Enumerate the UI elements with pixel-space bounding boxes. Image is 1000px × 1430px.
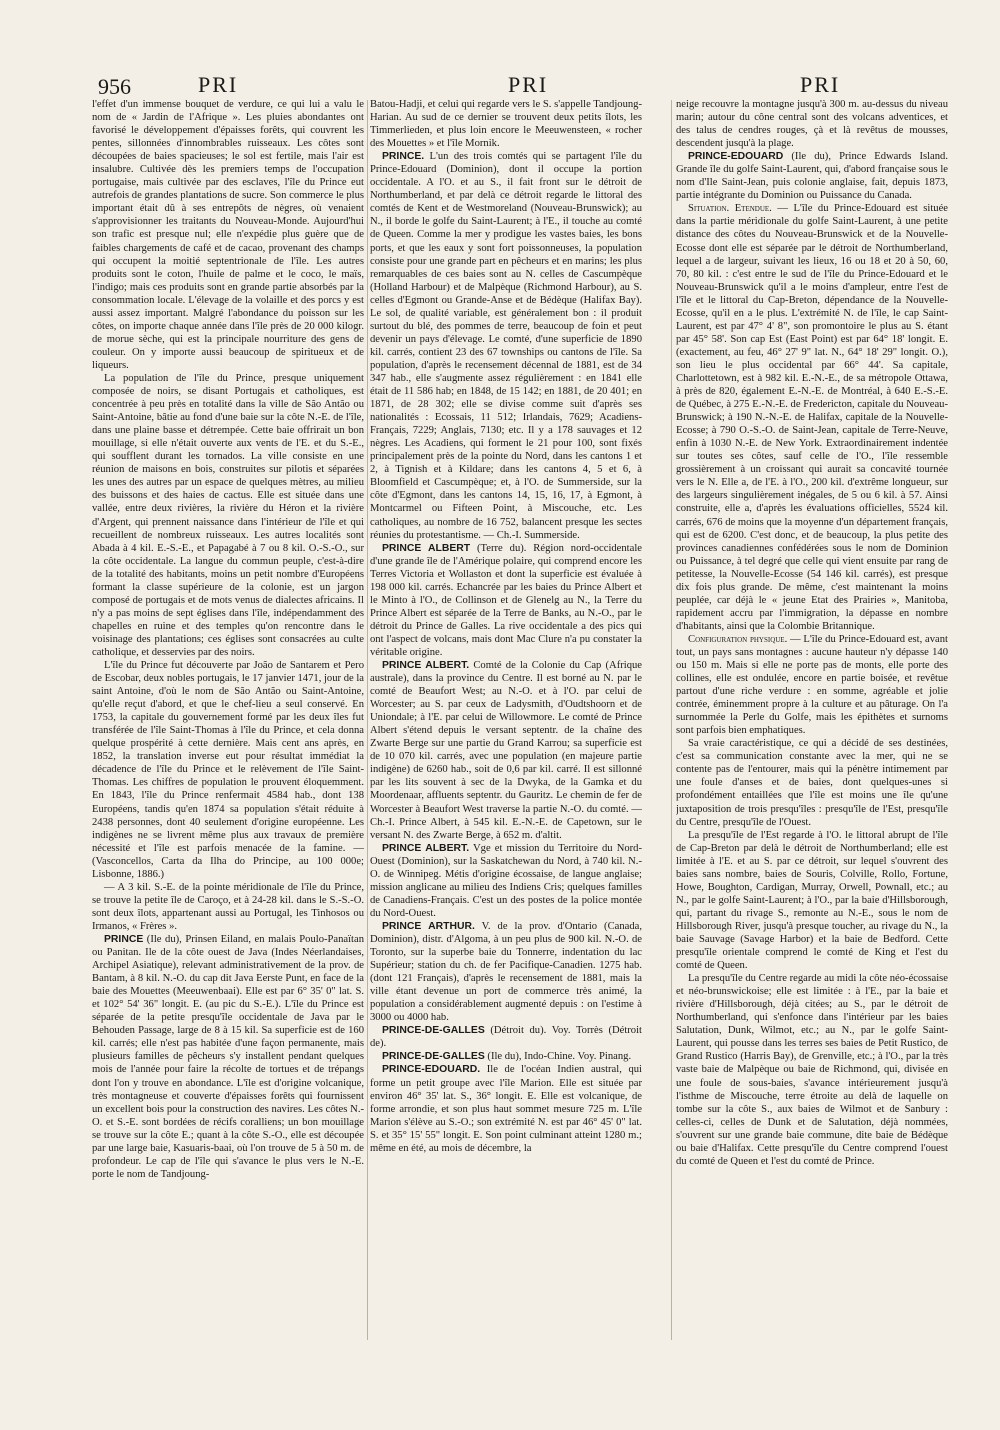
column-right xyxy=(676,98,948,1348)
entry-text: Comté de la Colonie du Cap (Afrique australe), dans la province du Centre. Il est borné au N. par le comté de Beaufort West; au N.-O. et à l'O. par celui de Worcester; au S. par ceux de Ladysmith, d'Oudtshoorn et de Uniondale; à l'E. par celui de Willowmore. Le comté de Prince Albert s'étend depuis le versant septentr. de la chaîne des Zwarte Berge sur une partie du Grand Karrou; sa superficie est de 10 070 kil. carrés, avec une population (en majeure partie indigène) de 6260 hab., soit de 0,6 par kil. carré. Il est sillonné par les lits souvent à sec de la Dwyka, de la Gamka et du Moordenaar, affluents septentr. du Gauritz. Le chemin de fer de Worcester à Beaufort West traverse la partie N.-O. du comté. — Ch.-I. Prince Albert, à 545 kil. E.-N.-E. de Capetown, sur le versant N. des Zwarte Berge, à 652 m. d'altit. xyxy=(370,660,642,841)
entry-headword: PRINCE xyxy=(104,934,144,945)
paragraph: L'île du Prince fut découverte par João de Santarem et Pero de Escobar, deux nobles portugais, le 17 janvier 1471, jour de la saint Antoine, d'où le nom de São Antão ou Saint-Antoine, qu'elle reçut d'abord, et que le chef-lieu a seul conservé. En 1753, la capitale du gouvernement formé par les deux îles fut transférée de l'île Saint-Thomas à l'île du Prince, et cela donna quelque prospérité à cette dernière. Mais cent ans après, en 1852, la translation inverse eut pour résultat immédiat la décadence de l'île du Prince et le relèvement de l'île Saint-Thomas. Les chiffres de population le prouvent éloquemment. En 1843, l'île du Prince renfermait 4584 hab., dont 138 Européens, tandis qu'en 1874 sa population s'était réduite à 2438 personnes, dont 40 seulement d'origine européenne. Les indigènes ne se livrent même plus aux travaux de première nécessité et l'île est parfois menacée de la famine. — (Vasconcellos, Carta da Ilha do Principe, au 100 000e; Lisbonne, 1886.) xyxy=(92,660,364,880)
entry-headword: PRINCE ARTHUR. xyxy=(382,920,475,932)
section-lead: Situation. Etendue. xyxy=(688,203,772,215)
entry-text: (Ile du), Prince Edwards Island. Grande île du golfe Saint-Laurent, qui, d'abord française sous le nom d'Ile Saint-Jean, puis colonie anglaise, fait, depuis 1873, partie intégrante du Dominion ou Puissance du Canada. xyxy=(676,151,948,202)
entry-prince-edouard-ocean-indien xyxy=(370,1063,642,1154)
entry-text: (Ile du), Prinsen Eiland, en malais Poulo-Panaïtan ou Panitan. Ile de la côte ouest de Java (Indes Néerlandaises, Archipel Asiatique), relevant administrativement de la prov. de Bantam, à 8 kil. N.-O. du cap dit Java Eerste Punt, en face de la baie des Mouettes (Meeuwenbaai). Elle est par 6° 35' 0" lat. S. et 102° 54' 36" longit. E. (au pic du S.-E.). L'île du Prince est séparée de la petite presqu'île occidentale de Java par le Behouden Passage, large de 8 à 15 kil. Sa superficie est de 160 kil. carrés; elle n'est pas habitée d'une façon permanente, mais plusieurs familles de pêcheurs s'y installent pendant quelques mois de l'année pour faire la récolte de tortues et de trépangs dont l'on y trouve en abondance. L'île est d'origine volcanique, très montagneuse et couverte d'épaisses forêts qui fournissent un excellent bois pour la construction des navires. Les côtes N.-O. et S.-E. sont bordées de récifs coralliens; un bon mouillage se trouve sur la côte E.; quant à la côte S.-O., elle est découpée par une large baie, Kasuaris-baai, où l'on trouve de 5 à 50 m. de profondeur. Le cap de l'île qui s'avance le plus vers le N.-E. porte le nom de Tandjoung- xyxy=(92,934,364,1180)
running-head-left: PRI xyxy=(198,72,239,97)
column-middle xyxy=(370,98,642,1348)
entry-prince-de-galles-detroit xyxy=(370,1024,642,1050)
entry-headword: PRINCE-EDOUARD. xyxy=(382,1064,481,1076)
entry-text: Vge et mission du Territoire du Nord-Ouest (Dominion), sur la Saskatchewan du Nord, à 740 kil. N.-O. de Winnipeg. Métis d'origine écossaise, de langue anglaise; mission anglicane au milieu des Indiens Cris; quelques familles de Canadiens-Français. C'est un des postes de la police montée du Nord-Ouest. xyxy=(370,842,642,919)
entry-text: V. de la prov. d'Ontario (Canada, Dominion), distr. d'Algoma, à un peu plus de 900 kil. N.-O. de Toronto, sur la superbe baie du Tonnerre, indentation du lac Supérieur; station du ch. de fer Pacifique-Canadien. 1275 hab. (dont 121 Français), d'après le recensement de 1881, mais la ville étant devenue un port de commerce très animé, la population a considérablement augmenté depuis : on l'estime à 3000 ou 4000 hab. xyxy=(370,920,642,1024)
entry-headword: PRINCE-DE-GALLES xyxy=(382,1051,485,1063)
entry-prince-edouard-ile xyxy=(676,150,948,202)
entry-text: (Terre du). Région nord-occidentale d'une grande île de l'Amérique polaire, qui comprend encore les Terres Victoria et Wollaston et dont la superficie est évaluée à 198 000 kil. carrés. Echancrée par les baies du Prince Albert et le Minto à l'O., de Collinson et de Glenelg au N., la Terre du Prince Albert est séparée de la Terre de Banks, au N.-O., par le détroit du Prince de Galles. La rive occidentale a des pics qui ont l'aspect de volcans, mais dont Mac Clure n'a pu constater la véritable origine. xyxy=(370,542,642,658)
paragraph: Batou-Hadji, et celui qui regarde vers le S. s'appelle Tandjoung-Harian. Au sud de ce dernier se trouvent deux petits îlots, les Timmerlieden, et plus loin encore le Meeuwensteen, « rocher des Mouettes » et l'île Mornik. xyxy=(370,99,642,150)
section-configuration xyxy=(676,633,948,737)
entry-prince-comte xyxy=(370,150,642,541)
paragraph: Sa vraie caractéristique, ce qui a décidé de ses destinées, c'est sa communication constante avec la mer, qui ne se contente pas de l'entourer, mais qui la pénètre intimement par une foule d'anses et de baies, dont quelques-unes si profondément entaillées que l'île est moins une île qu'une juxtaposition de trois presqu'îles : presqu'île de l'Est, presqu'île du Centre, presqu'île de l'Ouest. xyxy=(676,738,948,828)
entry-headword: PRINCE ALBERT. xyxy=(382,842,470,854)
running-head-right: PRI xyxy=(800,72,841,97)
section-lead: Configuration physique. xyxy=(688,633,788,645)
entry-prince-ile xyxy=(92,933,364,1181)
entry-headword: PRINCE-DE-GALLES xyxy=(382,1025,485,1037)
column-rule xyxy=(671,100,672,1340)
entry-text: (Détroit du). Voy. Torrès (Détroit de). xyxy=(370,1025,642,1050)
entry-prince-albert-terre xyxy=(370,542,642,659)
paragraph: — A 3 kil. S.-E. de la pointe méridionale de l'île du Prince, se trouve la petite île de Caroço, et à 24-28 kil. dans le S.-S.-O. sont deux îlots, appartenant aussi au Portugal, les Tinhosos ou Irmanos, « Frères ». xyxy=(92,881,364,932)
entry-prince-de-galles-ile xyxy=(370,1050,642,1063)
entry-headword: PRINCE. xyxy=(382,151,425,163)
entry-prince-albert-village xyxy=(370,842,642,920)
section-situation xyxy=(676,202,948,633)
entry-prince-albert-comte xyxy=(370,659,642,842)
column-left xyxy=(92,98,364,1348)
paragraph: La population de l'île du Prince, presque uniquement composée de noirs, se disant Portugais et catholiques, est concentrée à peu près en totalité dans la ville de São Antão ou Saint-Antoine, bâtie au fond d'une baie sur la côte N.-E. de l'île, dans une plaine basse et détrempée. Cette baie offrirait un bon mouillage, si elle n'était ouverte aux vents de l'E. et du S.-E., qui soufflent durant les tornados. La ville consiste en une réunion de maisons en bois, construites sur pilotis et séparées les unes des autres par un espace de quelques mètres, au milieu des buissons et des haies de cactus. Elle est située dans une vallée, entre deux rivières, la rivière du Héron et la rivière d'Argent, qui prennent naissance dans l'intérieur de l'île et qui recueillent de nombreux ruisseaux. Les autres localités sont Abada à 4 kil. E.-S.-E., et Papagabé à 7 ou 8 kil. O.-S.-O., sur la côte occidentale. La langue du commun peuple, c'est-à-dire de la totalité des habitants, moins un petit nombre d'Européens formant la classe supérieure de la colonie, est un jargon composé de portugais et de mots venus de dialectes africains. Il n'y a pas moins de sept églises dans l'île, indépendamment des chapelles en ruine et des temples qu'on rencontre dans le voisinage des plantations; ces églises sont consacrées au culte catholique, et desservies par des noirs. xyxy=(92,372,364,658)
paragraph: La presqu'île du Centre regarde au midi la côte néo-écossaise et néo-brunswickoise; elle est limitée : à l'E., par la baie et rivière d'Hillsborough, déjà citées; au S., par le détroit de Northumberland, qui s'enfonce dans l'intérieur par les baies Salutation, Dunk, Wilmot, etc.; au N., par le golfe Saint-Laurent, qui pousse dans les terres ses baies de Petit Rustico, de Grand Rustico (Harris Bay), de Grenville, etc.; à l'O., par la très vaste baie de Malpèque ou baie de Richmond, qui, divisée en une foule de sous-baies, s'avance intérieurement jusqu'à l'isthme de Miscouche, terre étroite au delà de laquelle on tombe sur la côte S., aux baies de Wilmot et de Sanbury : celles-ci, celles de Dunk et de Salutation, déjà nommées, s'ouvrent sur une grande baie commune, dite baie de Bédèque ou baie d'Halifax. Cette presqu'île du Centre comprend l'ouest du comté de Queen et l'est du comté de Prince. xyxy=(676,973,948,1167)
entry-headword: PRINCE ALBERT. xyxy=(382,660,470,672)
entry-headword: PRINCE ALBERT xyxy=(382,542,471,554)
paragraph: La presqu'île de l'Est regarde à l'O. le littoral abrupt de l'île de Cap-Breton par delà le détroit de Northumberland; elle est limitée à l'E. et au S. par ce détroit, sur lequel s'ouvrent des baies sans nombre, baies de Souris, Colville, Rollo, Fortune, Howe, Boughton, Cardigan, Murray, Orwell, Pownall, etc.; au N., par le golfe Saint-Laurent; à l'O., par la baie d'Hillsborough, qui, partant du rivage S., remonte au N.-E., sous le nom de Hillsborough River, jusqu'à presque toucher, au rivage du N., la baie Sauvage (Savage Harbor) et la baie de Bedford. Cette presqu'île orientale comprend le comté de King et l'est du comté de Queen. xyxy=(676,829,948,972)
paragraph: l'effet d'un immense bouquet de verdure, ce qui lui a valu le nom de « Jardin de l'Afrique ». Les pluies abondantes ont favorisé le développement d'épaisses forêts, qui couvrent les pentes, sillonnées d'innombrables ruisseaux. Les côtes sont découpées de baies spacieuses; le sol est fertile, mais l'air est insalubre. Cultivée dès les premiers temps de l'occupation portugaise, mais cultivée par des esclaves, l'île du Prince eut autrefois de grandes plantations de sucre. Son commerce le plus important était dû à ses entrepôts de nègres, où venaient s'approvisionner les traitants du Nouveau-Monde. Aujourd'hui son trafic est presque nul; elle n'expédie plus guère que de faibles chargements de café et de cacao, provenant des champs qui occupent la moitié septentrionale de l'île. Les autres produits sont le coton, l'huile de palme et le coco, le maïs, l'indigo; mais ces produits sont en grande partie absorbés par la consommation locale. L'élevage de la volaille et des porcs y est aussi assez important. Malgré l'abondance du poisson sur les côtes, on importe chaque année dans l'île près de 20 000 kilogr. de morue sèche, qui est la principale nourriture des gens de couleur. On y importe aussi beaucoup de spiritueux et de liqueurs. xyxy=(92,99,364,371)
entry-text: (Ile du), Indo-Chine. Voy. Pinang. xyxy=(484,1051,632,1063)
page-number: 956 xyxy=(98,74,131,99)
entry-text: L'un des trois comtés qui se partagent l'île du Prince-Edouard (Dominion), dont il occupe la portion occidentale. A l'O. et au S., il fait front sur le détroit de Northumberland, et par delà ce détroit regarde le littoral des comtés de Kent et de Westmoreland (Nouveau-Brunswick); au N., il borde le golfe du Saint-Laurent; à l'E., il touche au comté de Queen. Comme la mer y prodigue les vastes baies, les bons ports, et que les eaux y sont fort poissonneuses, la population consiste pour une grande part en pêcheurs et en marins; les plus remarquables de ces baies sont au N. celles de Cascumpèque (Holland Harbour) et de Malpèque (Richmond Harbour), au S. celles d'Egmont ou Grande-Anse et de Bédèque (Halifax Bay). Le sol, de qualité variable, est généralement bon : il produit surtout du blé, des pommes de terre, beaucoup de foin et peut devenir un pays d'élevage. Le comté, d'une superficie de 1890 kil. carrés, contient 23 des 67 townships ou cantons de l'île. Sa population, d'après le recensement décennal de 1881, est de 34 347 hab., elle s'augmente assez régulièrement : en 1841 elle était de 11 586 hab; en 1848, de 15 142; en 1881, de 20 401; en 1871, de 28 302; elle se divise comme suit d'après ses nationalités : Ecossais, 11 512; Irlandais, 7629; Acadiens-Français, 7229; Anglais, 7130; etc. Il y a 178 sauvages et 12 nègres. Les Acadiens, qui forment le 21 pour 100, sont fixés principalement près de la pointe du Nord, dans les cantons 1 et 2, à Tignish et à Kildare; dans les cantons 4, 5 et 6, à Bloomfield et Cascumpèque; et, à l'O. de Summerside, sur la côte d'Egmont, dans les cantons 14, 15, 16, 17, à Egmont, à Montcarmel ou Fifteen Point, à Miscouche, etc. Les catholiques, au nombre de 16 752, balancent presque les sectes réunies du protestantisme. — Ch.-I. Summerside. xyxy=(370,151,642,541)
column-rule xyxy=(367,100,368,1340)
running-head-center: PRI xyxy=(508,72,549,97)
paragraph: neige recouvre la montagne jusqu'à 300 m. au-dessus du niveau marin; autour du cône central sont des volcans adventices, et des talus de cendres rouges, çà et là revêtus de mousses, descendent jusqu'à la plage. xyxy=(676,99,948,150)
section-text: — L'île du Prince-Edouard est, avant tout, un pays sans montagnes : aucune hauteur n'y dépasse 140 ou 150 m. Mais si elle ne porte pas de monts, elle porte des collines, elle est ondulée, encore en partie boisée, et revêtue partout d'une riche verdure : en somme, agréable et jolie contrée, éminemment propre à la culture et au pâturage. On l'a surnommée la Perle du Golfe, mais les épithètes et surnoms sont parfois bien emphatiques. xyxy=(676,633,948,737)
entry-headword: PRINCE-EDOUARD xyxy=(688,151,784,163)
entry-prince-arthur xyxy=(370,920,642,1024)
section-text: — L'île du Prince-Edouard est située dans la partie méridionale du golfe Saint-Laurent, à une petite distance des côtes du Nouveau-Brunswick et de la Nouvelle-Ecosse dont elle est séparée par le détroit de Northumberland, lequel a de largeur, suivant les lieux, 16 ou 18 et 20 à 50, 60, 70, 80 kil. : c'est entre le sud de l'île du Prince-Edouard et le Nouveau-Brunswick qu'il a le moins d'ampleur, entre l'est de l'île et le littoral du Cap-Breton, dépendance de la Nouvelle-Ecosse, qu'il en a le plus. L'extrémité N. de l'île, le cap Saint-Laurent, est par 47° 4' 8", son promontoire le plus au S. étant par 45° 58'. Son cap Est (East Point) est par 64° 18' longit. E. (exactement, au feu, 46° 27' 9" lat. N., 64° 18' 29" longit. O.), son lieu le plus occidental par 66° 44'. Sa capitale, Charlottetown, est à 982 kil. E.-N.-E., de sa métropole Ottawa, à près de 820, également E.-N.-E. de Montréal, à 640 E.-S.-E. de Québec, à 275 E.-N.-E. de Fredericton, capitale du Nouveau-Brunswick; à 190 N.-N.-E. de Halifax, capitale de la Nouvelle-Ecosse; à 790 O.-S.-O. de Saint-Jean, capitale de Terre-Neuve, enfin à 1030 N.-E. de New York. Extraordinairement indentée sur toutes ses côtes, sauf celle de l'O., l'île ressemble grossièrement à un croissant qui aurait sa concavité tournée vers le N. Elle a, de l'E. à l'O., 200 kil. d'extrême longueur, sur des largeurs singulièrement inégales, de 5 ou 6 kil. à 57. Ainsi construite, elle a, d'après les évaluations officielles, 5524 kil. carrés, 676 de moins que la moyenne d'un département français, qui est de 6200. C'est donc, et de beaucoup, la plus petite des provinces canadiennes confédérées sous le nom de Dominion ou Puissance, à tel degré que celle qui vient ensuite par rang de petitesse, la Nouvelle-Ecosse (54 146 kil. carrés), est presque dix fois plus grande. De même, c'est maintenant la moins peuplée, car déjà le « jeune Etat des Prairies », Manitoba, rapidement accru par l'immigration, la dépasse en nombre d'habitants, ainsi que la Colombie Britannique. xyxy=(676,203,948,632)
entry-text: Ile de l'océan Indien austral, qui forme un petit groupe avec l'île Marion. Elle est située par environ 46° 35' lat. S., 36° longit. E. Elle est volcanique, de forme arrondie, et son plus haut sommet mesure 725 m. L'île Marion s'élève au S.-O.; son extrémité N. est par 46° 45' 0" lat. S. et 35° 15' 55" longit. E. Son point culminant atteint 1280 m.; même en été, au mois de décembre, la xyxy=(370,1064,642,1154)
